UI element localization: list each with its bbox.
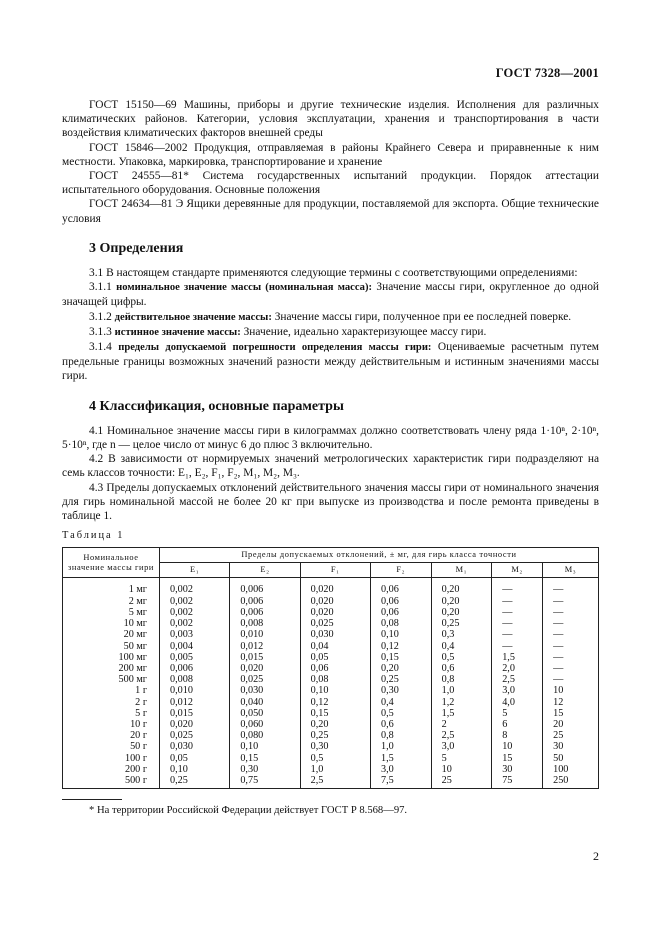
table-cell-mass: 2 мг <box>63 596 160 607</box>
definition-term: пределы допускаемой погрешности определения массы гири: <box>118 342 432 354</box>
footnote: * На территории Российской Федерации действует ГОСТ Р 8.568—97. <box>89 805 408 817</box>
table-cell-value: 0,04 <box>300 641 370 652</box>
definition-number: 3.1.2 <box>89 310 112 323</box>
table-row <box>63 578 599 596</box>
table-cell-value: — <box>543 618 599 629</box>
table-header-class: F₁ <box>300 563 370 578</box>
table-row <box>63 618 599 629</box>
table-cell-value: 0,080 <box>230 730 300 741</box>
document-body <box>62 98 599 818</box>
table-cell-value: 0,020 <box>230 663 300 674</box>
table-cell-value: 2,5 <box>492 674 543 685</box>
definition-number: 3.1.4 <box>89 341 112 354</box>
table-cell-mass: 50 мг <box>63 641 160 652</box>
table-cell-value: 20 <box>543 719 599 730</box>
definition-term: действительное значение массы: <box>114 311 272 323</box>
table-cell-value: 0,25 <box>431 618 492 629</box>
document-header-code: ГОСТ 7328—2001 <box>495 66 599 80</box>
table-cell-mass: 1 г <box>63 685 160 696</box>
table-cell-value: 0,08 <box>300 674 370 685</box>
table-cell-value: 30 <box>492 764 543 775</box>
reference-item: ГОСТ 15846—2002 Продукция, отправляемая в районы Крайнего Севера и приравненные к ним местности. Упаковка, маркировка, транспортирование и хранение <box>62 141 599 168</box>
table-cell-value: 0,5 <box>300 753 370 764</box>
definition-term: истинное значение массы: <box>114 326 241 338</box>
table-cell-value: — <box>543 596 599 607</box>
table-cell-value: 0,004 <box>160 641 230 652</box>
table-cell-mass: 50 г <box>63 741 160 752</box>
table-header-class: M₃ <box>543 563 599 578</box>
table-cell-value: 100 <box>543 764 599 775</box>
table-cell-mass: 500 г <box>63 775 160 789</box>
table-cell-value: 0,020 <box>300 578 370 596</box>
table-cell-value: — <box>543 652 599 663</box>
table-cell-value: 0,25 <box>160 775 230 789</box>
table-cell-value: 0,5 <box>431 652 492 663</box>
table-cell-value: 0,12 <box>370 641 431 652</box>
table-cell-value: 7,5 <box>370 775 431 789</box>
table-cell-value: 0,06 <box>300 663 370 674</box>
table-cell-value: 0,08 <box>370 618 431 629</box>
table-cell-mass: 100 г <box>63 753 160 764</box>
table-cell-value: 0,3 <box>431 629 492 640</box>
table-cell-value: 0,002 <box>160 596 230 607</box>
table-cell-value: 0,30 <box>300 741 370 752</box>
table-cell-value: 0,012 <box>230 641 300 652</box>
table-row <box>63 730 599 741</box>
table-cell-mass: 5 мг <box>63 607 160 618</box>
table-cell-value: 0,010 <box>160 685 230 696</box>
table-cell-mass: 20 г <box>63 730 160 741</box>
table-row <box>63 764 599 775</box>
table-cell-value: 10 <box>543 685 599 696</box>
table-cell-value: 0,050 <box>230 708 300 719</box>
table-cell-value: 5 <box>492 708 543 719</box>
section-4-heading: 4 Классификация, основные параметры <box>89 398 344 414</box>
table-cell-value: 1,5 <box>431 708 492 719</box>
table-cell-value: 0,008 <box>230 618 300 629</box>
table-header-class: E₂ <box>230 563 300 578</box>
table-cell-value: — <box>492 578 543 596</box>
table-cell-value: 0,020 <box>300 607 370 618</box>
table-cell-value: 0,008 <box>160 674 230 685</box>
table-cell-value: 3,0 <box>370 764 431 775</box>
definition-term: номинальное значение массы (номинальная масса): <box>116 282 373 294</box>
table-cell-value: 0,10 <box>300 685 370 696</box>
table-header-class: M₂ <box>492 563 543 578</box>
table-cell-value: 0,030 <box>160 741 230 752</box>
table-cell-value: 2,0 <box>492 663 543 674</box>
table-cell-value: 0,020 <box>300 596 370 607</box>
table-cell-value: 0,015 <box>230 652 300 663</box>
table-cell-value: 0,20 <box>300 719 370 730</box>
table-cell-value: 0,4 <box>431 641 492 652</box>
definition-item <box>62 340 599 384</box>
table-cell-mass: 10 г <box>63 719 160 730</box>
table-cell-value: 12 <box>543 697 599 708</box>
table-cell-value: 0,10 <box>370 629 431 640</box>
table-cell-value: 0,15 <box>370 652 431 663</box>
table-cell-value: 30 <box>543 741 599 752</box>
table-row <box>63 775 599 789</box>
table-cell-value: — <box>492 641 543 652</box>
table-cell-value: 2,5 <box>300 775 370 789</box>
table-cell-value: 0,10 <box>230 741 300 752</box>
footnote-rule <box>62 799 122 800</box>
table-cell-value: 0,15 <box>300 708 370 719</box>
definition-number: 3.1.1 <box>89 281 112 294</box>
table-cell-value: 0,025 <box>160 730 230 741</box>
table-header-class: E₁ <box>160 563 230 578</box>
definitions-intro: 3.1 В настоящем стандарте применяются следующие термины с соответствующими определениями: <box>89 267 578 280</box>
table-cell-value: 25 <box>543 730 599 741</box>
table-cell-value: 1,2 <box>431 697 492 708</box>
table-cell-value: 0,006 <box>230 578 300 596</box>
table-row <box>63 596 599 607</box>
table-cell-value: 2,5 <box>431 730 492 741</box>
table-row <box>63 697 599 708</box>
table-cell-value: 3,0 <box>431 741 492 752</box>
page-number: 2 <box>593 849 599 863</box>
table-cell-value: 0,05 <box>300 652 370 663</box>
table-row <box>63 708 599 719</box>
table-cell-value: 0,6 <box>431 663 492 674</box>
table-cell-value: — <box>543 663 599 674</box>
table-cell-value: 8 <box>492 730 543 741</box>
table-cell-value: 0,012 <box>160 697 230 708</box>
table-cell-value: 3,0 <box>492 685 543 696</box>
table-cell-mass: 1 мг <box>63 578 160 596</box>
table-cell-mass: 5 г <box>63 708 160 719</box>
definition-text: Значение, идеально характеризующее массу гири. <box>243 325 487 338</box>
table-cell-value: 5 <box>431 753 492 764</box>
table-caption: Таблица 1 <box>62 530 125 542</box>
table-cell-value: — <box>492 607 543 618</box>
table-cell-value: 15 <box>543 708 599 719</box>
table-cell-value: 0,15 <box>230 753 300 764</box>
table-cell-mass: 500 мг <box>63 674 160 685</box>
table-cell-mass: 10 мг <box>63 618 160 629</box>
table-cell-value: 0,10 <box>160 764 230 775</box>
table-cell-value: 0,020 <box>160 719 230 730</box>
table-cell-value: 1,5 <box>370 753 431 764</box>
table-cell-value: 4,0 <box>492 697 543 708</box>
table-cell-value: 75 <box>492 775 543 789</box>
table-cell-value: 250 <box>543 775 599 789</box>
table-cell-value: 0,06 <box>370 607 431 618</box>
table-cell-mass: 200 г <box>63 764 160 775</box>
table-cell-mass: 2 г <box>63 697 160 708</box>
table-cell-value: 1,0 <box>431 685 492 696</box>
table-cell-value: 0,20 <box>431 578 492 596</box>
table-cell-value: 50 <box>543 753 599 764</box>
table-cell-mass: 20 мг <box>63 629 160 640</box>
table-cell-value: 0,040 <box>230 697 300 708</box>
table-header-mass: Номинальное значение массы гири <box>63 548 160 578</box>
definition-text: Значение массы гири, округленное до одной значащей цифры. <box>62 281 600 309</box>
definition-number: 3.1.3 <box>89 325 112 338</box>
table-cell-value: — <box>492 596 543 607</box>
table-cell-mass: 100 мг <box>63 652 160 663</box>
table-cell-value: 0,030 <box>300 629 370 640</box>
table-row <box>63 719 599 730</box>
table-cell-value: 2 <box>431 719 492 730</box>
section-3-heading: 3 Определения <box>89 240 184 256</box>
reference-item: ГОСТ 15150—69 Машины, приборы и другие технические изделия. Исполнения для различных климатических районов. Категории, условия эксплуатации, хранения и транспортирования в части воздействия климатических факторов внешней среды <box>62 99 599 140</box>
table-body <box>63 578 599 789</box>
table-row <box>63 741 599 752</box>
table-cell-value: — <box>492 618 543 629</box>
table-cell-value: 0,002 <box>160 618 230 629</box>
paragraph-4-3: 4.3 Пределы допускаемых отклонений действительного значения массы гири от номинального значения для гирь номинальной массой не более 20 кг при выпуске из производства и после ремонта приведены в таблице 1. <box>62 481 599 523</box>
table-cell-value: 0,005 <box>160 652 230 663</box>
reference-item: ГОСТ 24634—81 Э Ящики деревянные для продукции, поставляемой для экспорта. Общие технические условия <box>62 198 599 225</box>
table-cell-value: 0,010 <box>230 629 300 640</box>
table-cell-value: 0,006 <box>160 663 230 674</box>
table-cell-value: 1,0 <box>300 764 370 775</box>
table-cell-value: 0,030 <box>230 685 300 696</box>
table-row <box>63 753 599 764</box>
table-cell-value: 0,015 <box>160 708 230 719</box>
definition-text: Оцениваемые расчетным путем предельные границы возможных значений разности между действительным и истинным значениями массы гири. <box>62 341 599 383</box>
table-cell-mass: 200 мг <box>63 663 160 674</box>
table-cell-value: 10 <box>492 741 543 752</box>
table-header-class: F₂ <box>370 563 431 578</box>
table-row <box>63 674 599 685</box>
table-cell-value: 6 <box>492 719 543 730</box>
table-cell-value: 0,006 <box>230 607 300 618</box>
table-cell-value: 0,05 <box>160 753 230 764</box>
table-cell-value: 0,12 <box>300 697 370 708</box>
table-cell-value: 0,8 <box>370 730 431 741</box>
table-cell-value: 0,8 <box>431 674 492 685</box>
table-row <box>63 685 599 696</box>
table-header-class: M₁ <box>431 563 492 578</box>
table-cell-value: 0,6 <box>370 719 431 730</box>
definition-item <box>62 280 599 309</box>
table-cell-value: 0,25 <box>370 674 431 685</box>
table-row <box>63 663 599 674</box>
definition-text: Значение массы гири, полученное при ее последней поверке. <box>274 310 572 323</box>
table-cell-value: 1,0 <box>370 741 431 752</box>
reference-item: ГОСТ 24555—81* Система государственных испытаний продукции. Порядок аттестации испытательного оборудования. Основные положения <box>62 170 599 197</box>
table-row <box>63 652 599 663</box>
definition-item <box>62 310 599 325</box>
table-cell-value: 0,002 <box>160 578 230 596</box>
table-cell-value: — <box>543 674 599 685</box>
table-cell-value: — <box>543 641 599 652</box>
table-header-group: Пределы допускаемых отклонений, ± мг, для гирь класса точности <box>160 548 599 563</box>
definition-item <box>62 325 599 340</box>
table-row <box>63 629 599 640</box>
table-cell-value: 0,5 <box>370 708 431 719</box>
table-cell-value: 0,75 <box>230 775 300 789</box>
table-cell-value: 0,30 <box>230 764 300 775</box>
table-cell-value: 0,002 <box>160 607 230 618</box>
table-cell-value: 0,4 <box>370 697 431 708</box>
table-row <box>63 607 599 618</box>
paragraph-4-2: 4.2 В зависимости от нормируемых значений метрологических характеристик гири подразделяют на семь классов точности: E₁, E₂, F₁, F₂, M₁, M₂, M₃. <box>62 453 599 480</box>
table-cell-value: 0,025 <box>230 674 300 685</box>
table-cell-value: — <box>492 629 543 640</box>
table-row <box>63 641 599 652</box>
table-cell-value: 0,003 <box>160 629 230 640</box>
table-cell-value: 0,20 <box>370 663 431 674</box>
table-cell-value: 0,06 <box>370 578 431 596</box>
table-cell-value: 0,060 <box>230 719 300 730</box>
table-cell-value: 0,06 <box>370 596 431 607</box>
table-cell-value: 0,25 <box>300 730 370 741</box>
table-cell-value: — <box>543 629 599 640</box>
table-cell-value: 10 <box>431 764 492 775</box>
table-cell-value: 0,20 <box>431 607 492 618</box>
table-cell-value: 15 <box>492 753 543 764</box>
table-cell-value: 0,025 <box>300 618 370 629</box>
paragraph-4-1: 4.1 Номинальное значение массы гири в килограммах должно соответствовать члену ряда 1·10ⁿ, 2·10ⁿ, 5·10ⁿ, где n — целое число от минус 6 до плюс 3 включительно. <box>62 424 599 452</box>
table-cell-value: 0,30 <box>370 685 431 696</box>
table-cell-value: 1,5 <box>492 652 543 663</box>
tolerance-table <box>62 547 599 789</box>
table-cell-value: 25 <box>431 775 492 789</box>
table-cell-value: — <box>543 578 599 596</box>
table-cell-value: 0,006 <box>230 596 300 607</box>
table-cell-value: — <box>543 607 599 618</box>
table-cell-value: 0,20 <box>431 596 492 607</box>
